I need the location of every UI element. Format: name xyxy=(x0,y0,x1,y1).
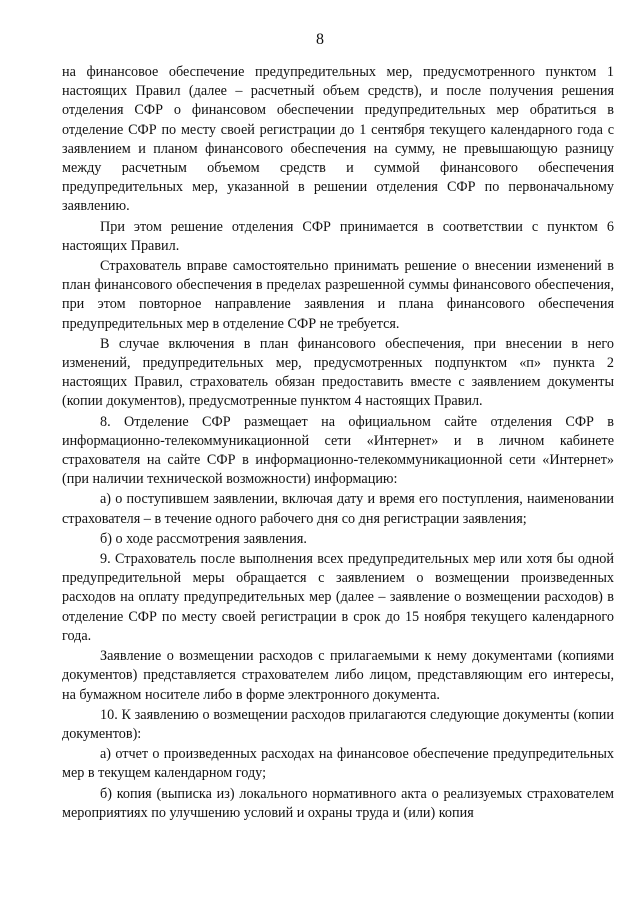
paragraph: Заявление о возмещении расходов с прилагаемыми к нему документами (копиями документов) представляется страхователем либо лицом, представляющим его интересы, на бумажном носителе либо в форме электронного документа. xyxy=(62,648,614,703)
paragraph-section-8: 8. Отделение СФР размещает на официальном сайте отделения СФР в информационно-телекоммуникационной сети «Интернет» и в личном кабинете страхователя на сайте СФР в информационно-телекоммуникационной сети «Интернет» (при наличии технической возможности) информацию: xyxy=(62,413,614,488)
paragraph-item-a: а) о поступившем заявлении, включая дату и время его поступления, наименовании страхователя – в течение одного рабочего дня со дня регистрации заявления; xyxy=(62,491,614,527)
paragraph-item-b: б) копия (выписка из) локального нормативного акта о реализуемых страхователем мероприятиях по улучшению условий и охраны труда и (или) копия xyxy=(62,785,614,821)
page-number: 8 xyxy=(316,31,324,48)
paragraph-section-10: 10. К заявлению о возмещении расходов прилагаются следующие документы (копии документов): xyxy=(62,706,614,742)
paragraph-section-9: 9. Страхователь после выполнения всех предупредительных мер или хотя бы одной предупредительной меры обращается с заявлением о возмещении произведенных расходов на оплату предупредительных мер (далее – заявление о возмещении расходов) в отделение СФР по месту своей регистрации в срок до 15 ноября текущего календарного года. xyxy=(62,551,614,644)
paragraph: В случае включения в план финансового обеспечения, при внесении в него изменений, предупредительных мер, предусмотренных подпунктом «п» пункта 2 настоящих Правил, страхователь обязан предоставить вместе с заявлением документы (копии документов), предусмотренные пунктом 4 настоящих Правил. xyxy=(62,335,614,410)
paragraph-continuation: на финансовое обеспечение предупредительных мер, предусмотренного пунктом 1 настоящих Правил (далее – расчетный объем средств), и после получения решения отделения СФР о финансовом обеспечении предупредительных мер обратиться в отделение СФР по месту своей регистрации до 1 сентября текущего календарного года с заявлением и планом финансового обеспечения на сумму, не превышающую разницу между расчетным объемом средств и суммой финансового обеспечения предупредительных мер, указанной в решении отделения СФР по первоначальному заявлению. xyxy=(62,64,614,215)
paragraph: При этом решение отделения СФР принимается в соответствии с пунктом 6 настоящих Правил. xyxy=(62,218,614,254)
paragraph-item-a: а) отчет о произведенных расходах на финансовое обеспечение предупредительных мер в текущем календарном году; xyxy=(62,746,614,782)
document-body xyxy=(62,63,614,824)
paragraph-item-b: б) о ходе рассмотрения заявления. xyxy=(100,530,307,547)
paragraph: Страхователь вправе самостоятельно принимать решение о внесении изменений в план финансового обеспечения в пределах разрешенной суммы финансового обеспечения, при этом повторное направление заявления и плана финансового обеспечения предупредительных мер в отделение СФР не требуется. xyxy=(62,258,614,332)
